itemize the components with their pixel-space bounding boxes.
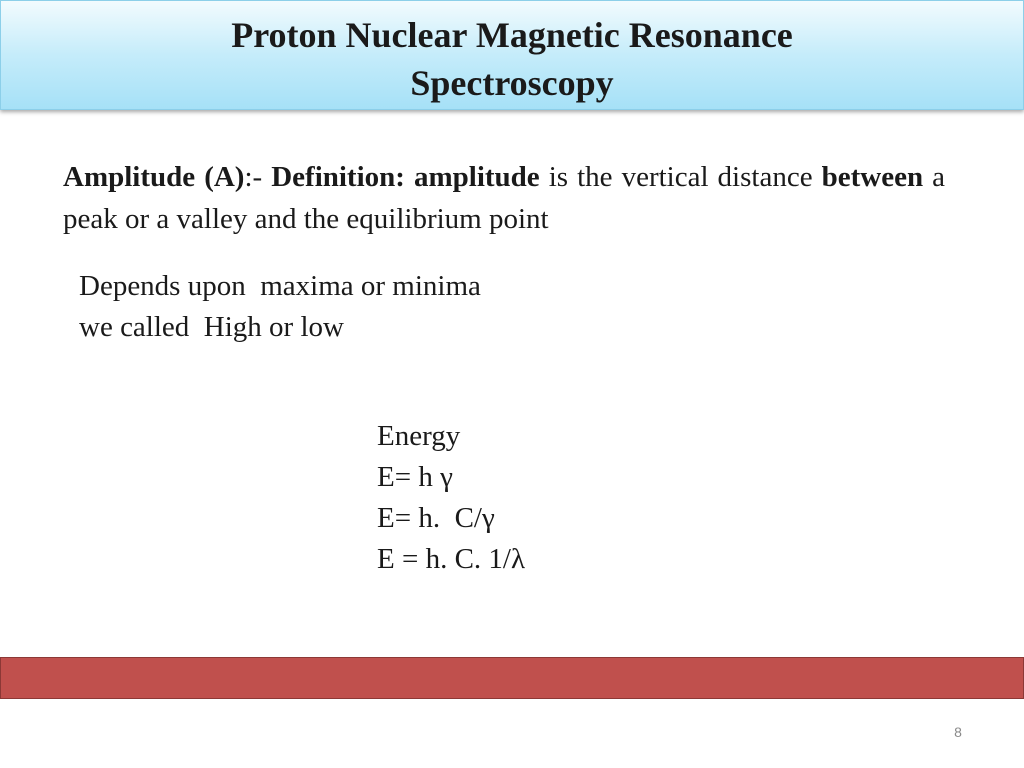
amplitude-keyword: amplitude <box>413 161 540 193</box>
energy-heading: Energy <box>377 420 461 452</box>
depends-line-1: Depends upon maxima or minima <box>79 270 481 302</box>
page-number: 8 <box>954 724 962 740</box>
energy-equations <box>377 416 677 580</box>
definition-text-2: a peak or a valley and the equilibrium point <box>63 161 946 235</box>
amplitude-term: Amplitude <box>63 161 196 193</box>
depends-text <box>79 266 599 348</box>
amplitude-separator: :- <box>244 161 263 193</box>
definition-label: Definition: <box>271 161 405 193</box>
depends-line-2: we called High or low <box>79 311 344 343</box>
title-banner <box>0 0 1024 110</box>
slide-title-line-1: Proton Nuclear Magnetic Resonance <box>231 15 793 55</box>
energy-equation-1: E= h γ <box>377 461 453 493</box>
amplitude-abbr: (A) <box>204 161 245 193</box>
energy-equation-3: E = h. C. 1/λ <box>377 543 526 575</box>
between-word: between <box>821 161 924 193</box>
amplitude-definition <box>63 156 945 240</box>
slide-title-line-2: Spectroscopy <box>410 63 614 103</box>
energy-equation-2: E= h. C/γ <box>377 502 495 534</box>
definition-text-1: is the vertical distance <box>548 161 813 193</box>
slide-title <box>1 1 1023 107</box>
footer-bar <box>0 657 1024 699</box>
